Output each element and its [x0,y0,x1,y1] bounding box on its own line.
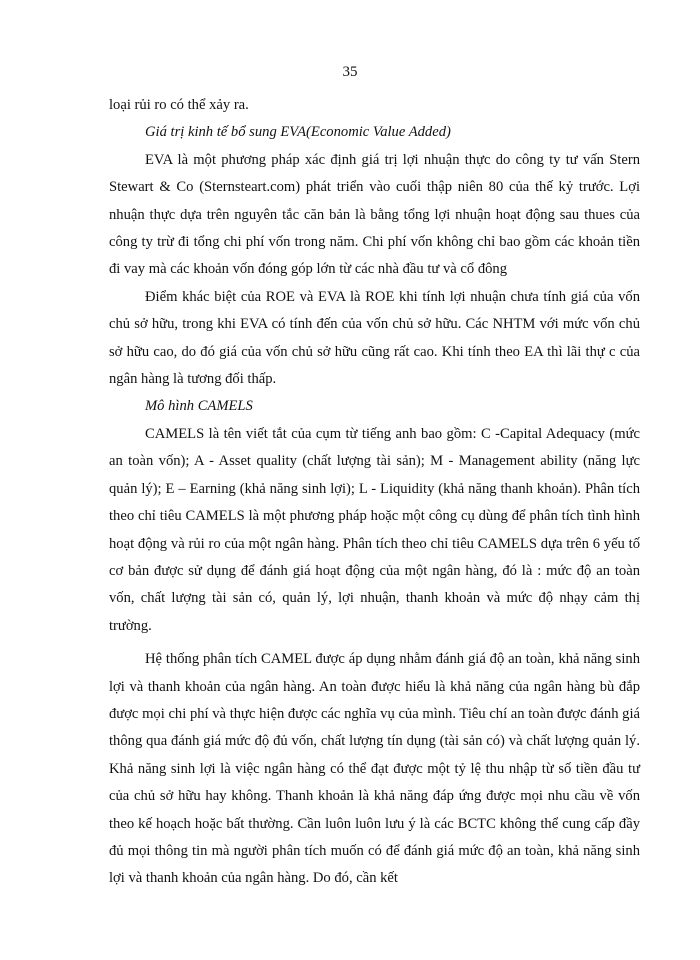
paragraph-camel-system: Hệ thống phân tích CAMEL được áp dụng nhằm đánh giá độ an toàn, khả năng sinh lợi và thanh khoản của ngân hàng. An toàn được hiểu là khả năng của ngân hàng bù đắp được mọi chi phí và thực hiện được các nghĩa vụ của mình. Tiêu chí an toàn được đánh giá thông qua đánh giá mức độ đủ vốn, chất lượng tín dụng (tài sản có) và chất lượng quản lý. Khả năng sinh lợi là việc ngân hàng có thể đạt được một tỷ lệ thu nhập từ số tiền đầu tư của chủ sở hữu hay không. Thanh khoản là khả năng đáp ứng được mọi nhu cầu về vốn theo kế hoạch hoặc bất thường. Cần luôn luôn lưu ý là các BCTC không thể cung cấp đầy đủ mọi thông tin mà người phân tích muốn có để đánh giá mức độ an toàn, khả năng sinh lợi và thanh khoản của ngân hàng. Do đó, cần kết [109,651,640,887]
paragraph-roe-eva-difference: Điểm khác biệt của ROE và EVA là ROE khi tính lợi nhuận chưa tính giá của vốn chủ sở hữu, trong khi EVA có tính đến của vốn chủ sở hữu. Các NHTM với mức vốn chủ sở hữu cao, do đó giá của vốn chủ sở hữu cũng rất cao. Khi tính theo EA thì lãi thự c của ngân hàng là tương đối thấp. [109,288,640,388]
page-number: 35 [342,64,358,80]
paragraph-intro-tail: loại rủi ro có thể xảy ra. [109,97,249,113]
paragraph-eva-definition: EVA là một phương pháp xác định giá trị lợi nhuận thực do công ty tư vấn Stern Stewart & Co (Sternsteart.com) phát triển vào cuối thập niên 80 của thế kỷ trước. Lợi nhuận thực dựa trên nguyên tắc căn bản là bằng tổng lợi nhuận hoạt động sau thues của công ty trừ đi tổng chi phí vốn trong năm. Chi phí vốn không chỉ bao gồm các khoản tiền đi vay mà các khoản vốn đóng góp lớn từ các nhà đầu tư và cổ đông [109,151,640,278]
section-heading-camels: Mô hình CAMELS [145,398,253,415]
paragraph-camels-definition: CAMELS là tên viết tắt của cụm từ tiếng anh bao gồm: C -Capital Adequacy (mức an toàn vốn); A - Asset quality (chất lượng tài sản); M - Management ability (năng lực quản lý); E – Earning (khả năng sinh lợi); L - Liquidity (khả năng thanh khoản). Phân tích theo chỉ tiêu CAMELS là một phương pháp hoặc một công cụ dùng để phân tích tình hình hoạt động và rủi ro của một ngân hàng. Phân tích theo chỉ tiêu CAMELS dựa trên 6 yếu tố cơ bản được sử dụng để đánh giá hoạt động của một ngân hàng, đó là : mức độ an toàn vốn, chất lượng tài sản có, quản lý, lợi nhuận, thanh khoản và mức độ nhạy cảm thị trường. [109,425,640,634]
section-heading-eva: Giá trị kinh tế bổ sung EVA(Economic Value Added) [145,124,451,141]
document-body [109,92,640,893]
